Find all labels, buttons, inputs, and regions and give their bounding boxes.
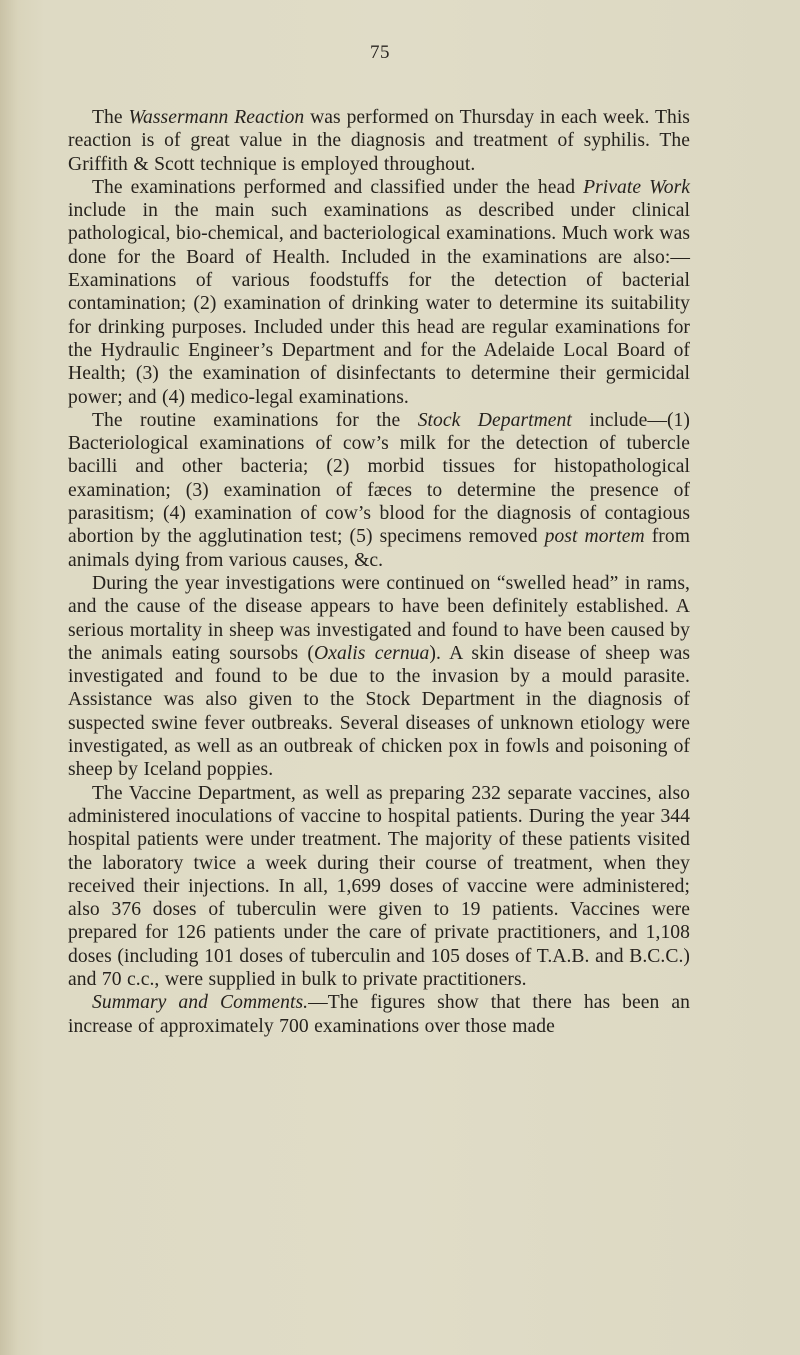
text-segment: include in the main such examinations as described under clinical pathological, bio-chemical, and bacteriological examinations. Much work was done for the Board of Health. Included in the examinations are also:—Examinations of various foodstuffs for the detection of bacterial contamination; (2) examination of drinking water to determine its suitability for drinking purposes. Included under this head are regular examinations for the Hydraulic Engineer’s Department and for the Adelaide Local Board of Health; (3) the examination of disinfectants to determine their germicidal power; and (4) medico-legal examinations. (68, 200, 690, 408)
text-segment: The routine examinations for the (92, 409, 418, 431)
text-segment: The examinations performed and classified under the head (92, 176, 584, 198)
text-segment: include—(1) Bacteriological examinations of cow’s milk for the detection of tubercle bacilli and other bacteria; (2) morbid tissues for histopathological examination; (3) examination of fæces to determine the presence of parasitism; (4) examination of cow’s blood for the diagnosis of contagious abortion by the agglutination test; (5) specimens removed (68, 409, 690, 548)
paragraph-investigations (68, 572, 690, 782)
body-text (68, 106, 690, 1038)
paragraph-wassermann-reaction (68, 106, 690, 176)
text-segment: ). A skin disease of sheep was investigated and found to be due to the invasion by a mould parasite. Assistance was also given to the Stock Department in the diagnosis of suspected swine fever outbreaks. Several diseases of unknown etiology were investigated, as well as an outbreak of chicken pox in fowls and poisoning of sheep by Iceland poppies. (68, 642, 690, 781)
italic-heading: Summary and Comments. (92, 992, 309, 1014)
paragraph-vaccine-department (68, 782, 690, 992)
text-segment: The Vaccine Department, as well as preparing 232 separate vaccines, also administered inoculations of vaccine to hospital patients. During the year 344 hospital patients were under treatment. The majority of these patients visited the laboratory twice a week during their course of treatment, when they received their injections. In all, 1,699 doses of vaccine were administered; also 376 doses of tuberculin were given to 19 patients. Vaccines were prepared for 126 patients under the care of private practitioners, and 1,108 doses (including 101 doses of tuberculin and 105 doses of T.A.B. and B.C.C.) and 70 c.c., were supplied in bulk to private practitioners. (68, 782, 690, 990)
italic-term: post mortem (544, 526, 645, 548)
italic-term: Wassermann Reaction (128, 107, 305, 128)
text-segment: During the year investigations were continued on “swelled head” in rams, and the cause of the disease appears to have been definitely established. A serious mortality in sheep was investigated and found to have been caused by the animals eating soursobs ( (68, 572, 690, 664)
page-number: 75 (370, 42, 390, 63)
text-segment: —The figures show that there has been an increase of approximately 700 examinations over those made (68, 992, 690, 1037)
text-segment: from animals dying from various causes, &c. (68, 526, 690, 571)
italic-term: Oxalis cernua (314, 642, 430, 664)
paragraph-summary-and-comments (68, 991, 690, 1038)
italic-term: Stock Department (417, 409, 572, 431)
text-segment: was performed on Thursday in each week. This reaction is of great value in the diagnosis and treatment of syphilis. The Griffith & Scott technique is employed throughout. (68, 107, 690, 175)
paragraph-stock-department (68, 409, 690, 572)
paragraph-private-work (68, 176, 690, 409)
text-segment: The (92, 107, 129, 128)
italic-term: Private Work (583, 176, 690, 198)
